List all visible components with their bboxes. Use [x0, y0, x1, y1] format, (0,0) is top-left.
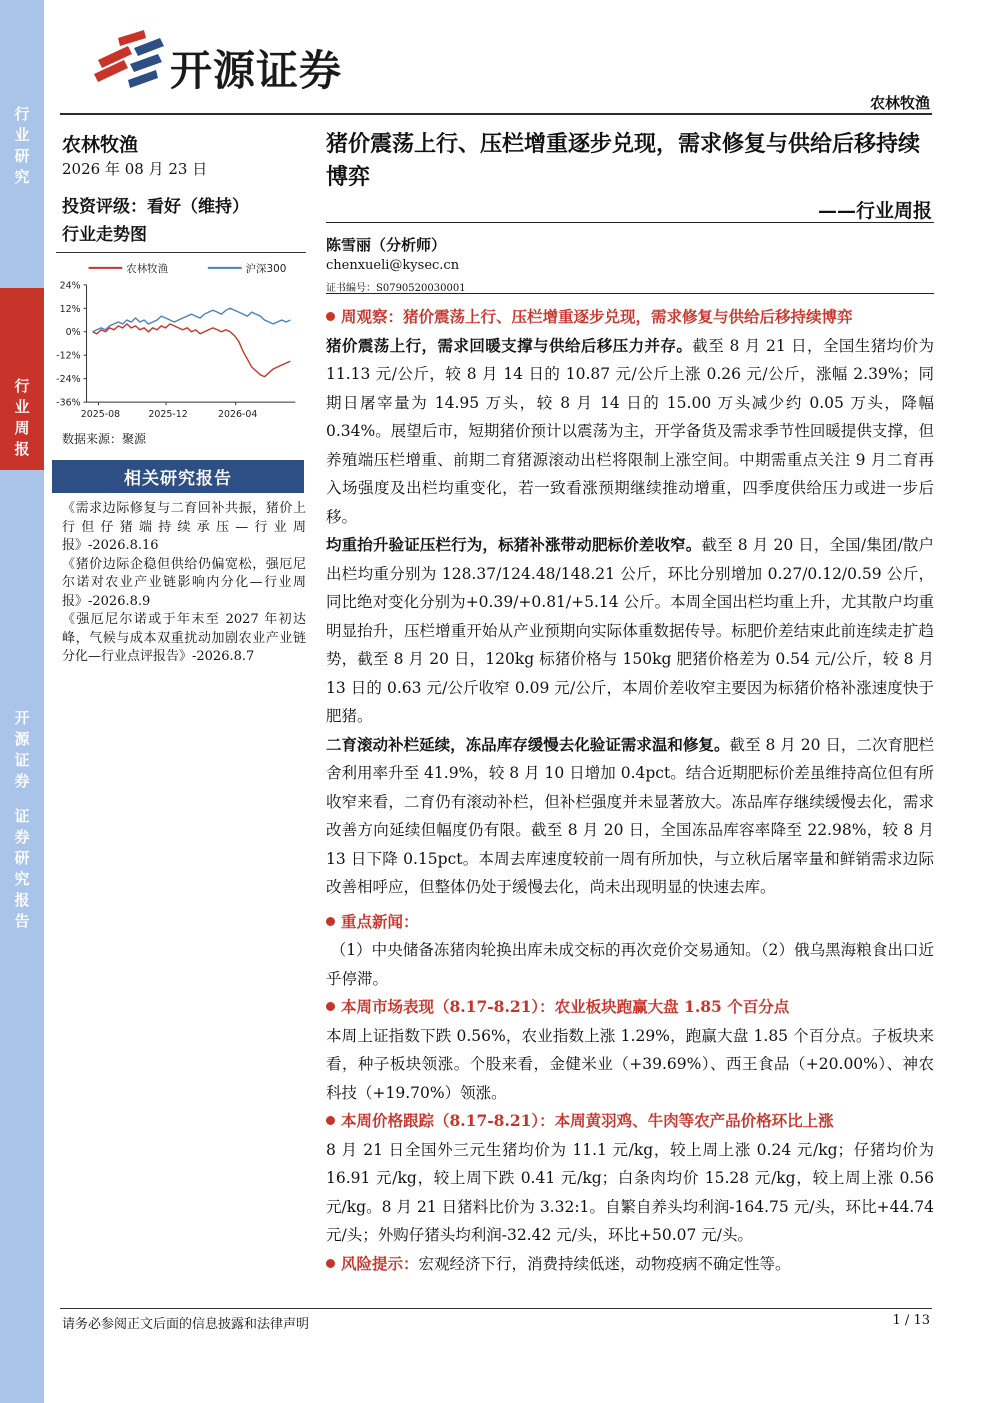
footer-divider — [60, 1308, 932, 1309]
section-heading-weekly-observation: 周观察：猪价震荡上行、压栏增重逐步兑现，需求修复与供给后移持续博弈 — [326, 303, 934, 332]
chart-y-tick-label: -36% — [56, 397, 81, 409]
strip-label-weekly — [0, 376, 44, 460]
strip-char: 周 — [14, 419, 30, 437]
strip-char: 业 — [14, 398, 30, 416]
bullet-icon — [326, 312, 335, 321]
related-report-item[interactable]: 《猪价边际企稳但供给仍偏宽松，强厄尼尔诺对农业产业链影响内分化—行业周报》-2026.8.9 — [62, 556, 306, 609]
chart-x-tick-label: 2026-04 — [217, 409, 258, 421]
related-reports-heading: 相关研究报告 — [52, 460, 304, 493]
section-heading-market: 本周市场表现（8.17-8.21）：农业板块跑赢大盘 1.85 个百分点 — [326, 993, 934, 1022]
chart-y-tick-label: 12% — [59, 303, 81, 315]
chart-legend-label: 沪深300 — [245, 262, 287, 275]
related-reports-list — [62, 500, 306, 667]
strip-char: 源 — [14, 730, 30, 748]
section-heading-key-news: 重点新闻： — [326, 908, 934, 937]
sector-name: 农林牧渔 — [62, 134, 139, 156]
strip-char: 证 — [14, 807, 30, 825]
strip-label-brand-report — [0, 708, 44, 932]
analyst-email[interactable]: chenxueli@kysec.cn — [326, 258, 460, 273]
trend-chart — [56, 252, 306, 430]
paragraph-weight: 均重抬升验证压栏行为，标猪补涨带动肥标价差收窄。截至 8 月 20 日，全国/集团/散户出栏均重分别为 128.37/124.48/148.21 公斤，环比分别增加 0.27/0.12/0.59 公斤，同比绝对变化分别为+0.39/+0.81/+5.14 公斤。本周全国出栏均重上升，尤其散户均重明显抬升，压栏增重开始从产业预期向实际体重数据传导。标肥价差结束此前连续走扩趋势，截至 8 月 20 日，120kg 标猪价格与 150kg 肥猪价格差为 0.54 元/公斤，较 8 月 13 日的 0.63 元/公斤收窄 0.09 元/公斤，本周价差收窄主要因为标猪价格补涨速度快于肥猪。 — [326, 535, 934, 725]
chart-series-line — [93, 324, 291, 377]
chart-y-tick-label: -12% — [56, 350, 81, 362]
strip-char: 究 — [14, 168, 30, 186]
strip-char: 证 — [14, 751, 30, 769]
paragraph-prices: 8 月 21 日全国外三元生猪均价为 11.1 元/kg，较上周上涨 0.24 元/kg；仔猪均价为 16.91 元/kg，较上周下跌 0.41 元/kg；白条肉均价 15.28 元/kg，较上周上涨 0.56 元/kg。8 月 21 日猪料比价为 3.32:1。自繁自养头均利润-164.75 元/头，环比+44.74 元/头；外购仔猪头均利润-32.42 元/头，环比+50.07 元/头。 — [326, 1140, 934, 1244]
chart-y-tick-label: 24% — [59, 280, 81, 292]
investment-rating: 投资评级：看好（维持） — [62, 197, 249, 217]
brand-name: 开源证券 — [170, 46, 343, 95]
header-divider — [60, 113, 932, 115]
section-heading-prices: 本周价格跟踪（8.17-8.21）：本周黄羽鸡、牛肉等农产品价格环比上涨 — [326, 1107, 934, 1136]
chart-y-tick-label: 0% — [65, 327, 81, 339]
report-subtitle: ——行业周报 — [817, 200, 932, 222]
strip-char: 行 — [14, 105, 30, 123]
side-strip — [0, 0, 44, 1403]
paragraph-restocking: 二育滚动补栏延续，冻品库存缓慢去化验证需求温和修复。截至 8 月 20 日，二次育肥栏舍利用率升至 41.9%，较 8 月 10 日增加 0.4pct。结合近期肥标价差虽维持高位但有所收窄来看，二育仍有滚动补栏，但补栏强度并未显著放大。冻品库存继续缓慢去化，需求改善方向延续但幅度仍有限。截至 8 月 20 日，全国冻品库容率降至 22.98%，较 8 月 13 日下降 0.15pct。本周去库速度较前一周有所加快，与立秋后屠宰量和鲜销需求边际改善相呼应，但整体仍处于缓慢去化，尚未出现明显的快速去库。 — [326, 734, 934, 896]
strip-char: 券 — [14, 772, 30, 790]
bullet-icon — [326, 1116, 335, 1125]
strip-char: 报 — [14, 440, 30, 458]
bullet-icon — [326, 1002, 335, 1011]
strip-char: 告 — [14, 912, 30, 930]
strip-char: 报 — [14, 891, 30, 909]
page-number: 1 / 13 — [892, 1313, 930, 1328]
paragraph-pig-price: 猪价震荡上行，需求回暖支撑与供给后移压力并存。截至 8 月 21 日，全国生猪均价为 11.13 元/公斤，较 8 月 14 日的 10.87 元/公斤上涨 0.26 元/公斤，涨幅 2.39%；同期日屠宰量为 14.95 万头，较 8 月 14 日的 15.00 万头减少约 0.05 万头，降幅 0.34%。展望后市，短期猪价预计以震荡为主，开学备货及需求季节性回暖提供支撑，但养殖端压栏增重、前期二育猪源滚动出栏将限制上涨空间。中期需重点关注 9 月二育再入场强度及出栏均重变化，若一致看涨预期继续推动增重，四季度供给压力或进一步后移。 — [326, 335, 934, 526]
report-body — [326, 303, 934, 1278]
analyst-certificate: 证书编号：S0790520030001 — [326, 283, 466, 294]
analyst-divider — [326, 293, 934, 294]
strip-char: 研 — [14, 147, 30, 165]
strip-label-industry-research — [0, 104, 44, 188]
bullet-icon — [326, 917, 335, 926]
paragraph-news: （1）中央储备冻猪肉轮换出库未成交标的再次竞价交易通知。（2）俄乌黑海粮食出口近乎停滞。 — [326, 941, 934, 988]
related-report-item[interactable]: 《需求边际修复与二育回补共振，猪价上行但仔猪端持续承压—行业周报》-2026.8.16 — [62, 501, 306, 553]
chart-x-tick-label: 2025-08 — [80, 409, 121, 421]
report-title: 猪价震荡上行、压栏增重逐步兑现，需求修复与供给后移持续博弈 — [326, 131, 921, 190]
strip-char: 究 — [14, 870, 30, 888]
bullet-icon — [326, 1259, 335, 1268]
strip-char: 业 — [14, 126, 30, 144]
strip-char: 行 — [14, 377, 30, 395]
data-source: 数据来源：聚源 — [62, 432, 147, 446]
chart-y-tick-label: -24% — [56, 374, 81, 386]
paragraph-market: 本周上证指数下跌 0.56%，农业指数上涨 1.29%，跑赢大盘 1.85 个百分点。子板块来看，种子板块领涨。个股来看，金健米业（+39.69%）、西王食品（+20.00%）、神农科技（+19.70%）领涨。 — [326, 1026, 934, 1102]
trend-chart-title: 行业走势图 — [62, 225, 147, 245]
header-category: 农林牧渔 — [869, 94, 930, 112]
chart-x-tick-label: 2025-12 — [148, 409, 188, 421]
strip-char: 研 — [14, 849, 30, 867]
chart-legend-label: 农林牧渔 — [126, 262, 169, 275]
strip-char: 开 — [14, 709, 30, 727]
section-risk: 风险提示：宏观经济下行，消费持续低迷，动物疫病不确定性等。 — [326, 1250, 934, 1279]
strip-char: 券 — [14, 828, 30, 846]
report-date: 2026 年 08 月 23 日 — [62, 160, 208, 178]
footer-disclaimer: 请务必参阅正文后面的信息披露和法律声明 — [62, 1317, 310, 1332]
title-divider — [326, 222, 934, 223]
analyst-name: 陈雪丽（分析师） — [326, 236, 447, 254]
related-report-item[interactable]: 《强厄尼尔诺或于年末至 2027 年初达峰，气候与成本双重扰动加剧农业产业链分化—行业点评报告》-2026.8.7 — [62, 612, 306, 664]
